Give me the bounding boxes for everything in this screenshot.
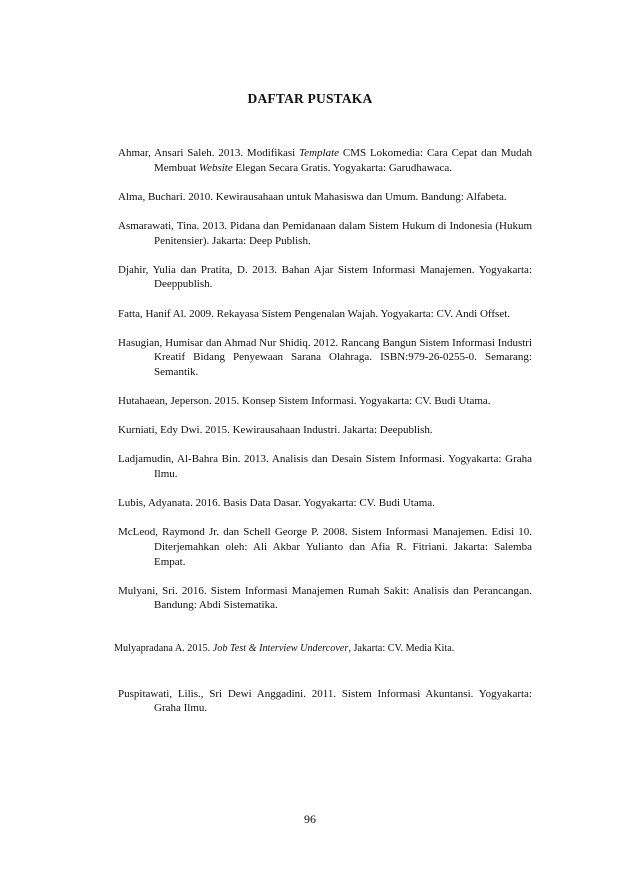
reference-entry	[114, 642, 532, 657]
reference-entry	[118, 146, 532, 175]
reference-entry	[118, 584, 532, 613]
reference-text: Puspitawati, Lilis., Sri Dewi Anggadini. 2011. Sistem Informasi Akuntansi. Yogyakarta: Graha Ilmu.	[118, 687, 532, 715]
reference-text: Lubis, Adyanata. 2016. Basis Data Dasar. Yogyakarta: CV. Budi Utama.	[118, 497, 435, 510]
reference-text: Asmarawati, Tina. 2013. Pidana dan Pemidanaan dalam Sistem Hukum di Indonesia (Hukum Penitensier). Jakarta: Deep Publish.	[118, 219, 532, 247]
reference-text: Djahir, Yulia dan Pratita, D. 2013. Bahan Ajar Sistem Informasi Manajemen. Yogyakarta: Deeppublish.	[118, 263, 532, 291]
reference-entry	[118, 496, 532, 511]
reference-text: Mulyapradana A. 2015.	[114, 643, 213, 654]
reference-entry	[118, 525, 532, 569]
page-title: DAFTAR PUSTAKA	[247, 91, 373, 106]
reference-text: Mulyani, Sri. 2016. Sistem Informasi Manajemen Rumah Sakit: Analisis dan Perancangan. Bandung: Abdi Sistematika.	[118, 584, 532, 612]
reference-text: Hasugian, Humisar dan Ahmad Nur Shidiq. 2012. Rancang Bangun Sistem Informasi Industri Kreatif Bidang Penyewaan Sarana Olahraga. ISBN:979-26-0255-0. Semarang: Semantik.	[118, 336, 532, 378]
reference-entry	[118, 423, 532, 438]
reference-text: McLeod, Raymond Jr. dan Schell George P. 2008. Sistem Informasi Manajemen. Edisi 10. Diterjemahkan oleh: Ali Akbar Yulianto dan Afia R. Fitriani. Jakarta: Salemba Empat.	[118, 526, 532, 568]
reference-text: Ahmar, Ansari Saleh. 2013. Modifikasi	[118, 147, 300, 159]
reference-entry	[118, 687, 532, 716]
reference-list	[114, 146, 533, 716]
reference-entry	[118, 394, 532, 409]
reference-text: Fatta, Hanif Al. 2009. Rekayasa Sistem Pengenalan Wajah. Yogyakarta: CV. Andi Offset.	[118, 307, 511, 320]
page-number: 96	[304, 812, 316, 826]
reference-entry	[118, 336, 532, 380]
reference-text: Elegan Secara Gratis. Yogyakarta: Garudhawaca.	[232, 161, 453, 174]
reference-text: CMS Lokomedia: Cara Cepat dan Mudah Membuat	[154, 147, 533, 174]
reference-italic-term: Website	[198, 161, 233, 174]
reference-entry	[118, 219, 532, 248]
reference-text: Kurniati, Edy Dwi. 2015. Kewirausahaan Industri. Jakarta: Deepublish.	[118, 424, 433, 437]
reference-entry	[118, 190, 532, 205]
reference-text: Ladjamudin, Al-Bahra Bin. 2013. Analisis dan Desain Sistem Informasi. Yogyakarta: Graha Ilmu.	[118, 453, 532, 481]
reference-entry	[118, 263, 532, 292]
reference-text: Hutahaean, Jeperson. 2015. Konsep Sistem Informasi. Yogyakarta: CV. Budi Utama.	[118, 395, 491, 408]
reference-text: Alma, Buchari. 2010. Kewirausahaan untuk Mahasiswa dan Umum. Bandung: Alfabeta.	[118, 190, 507, 203]
reference-entry	[118, 307, 532, 322]
reference-text: , Jakarta: CV. Media Kita.	[348, 643, 455, 654]
reference-entry	[118, 452, 532, 481]
reference-italic-term: Job Test & Interview Undercover	[212, 643, 349, 654]
reference-italic-term: Template	[299, 147, 340, 159]
